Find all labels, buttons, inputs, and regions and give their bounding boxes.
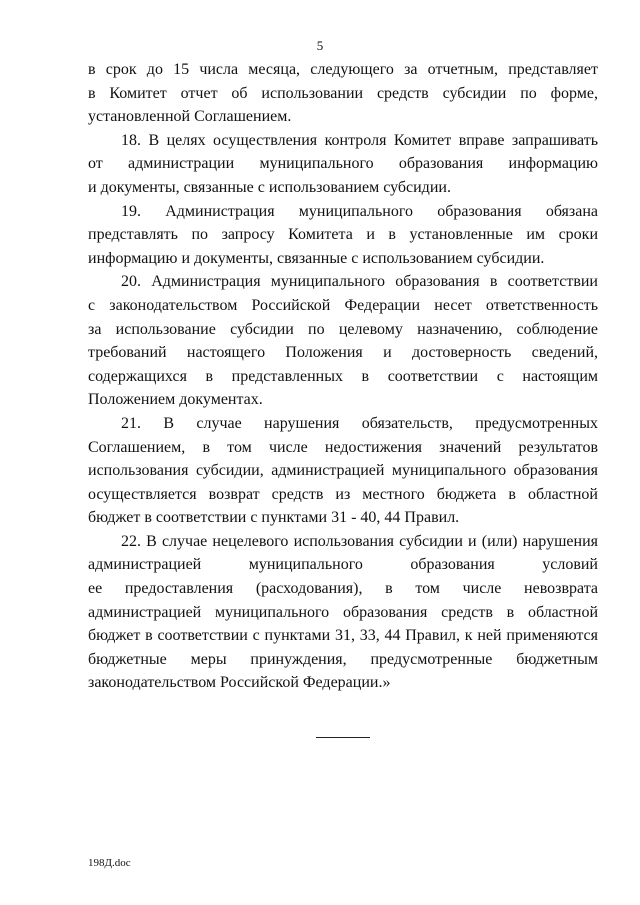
text-line: бюджетные меры принуждения, предусмотренные бюджетным bbox=[88, 650, 598, 668]
text-line: в Комитет отчет об использовании средств субсидии по форме, bbox=[88, 84, 598, 102]
text-line: законодательством Российской Федерации.» bbox=[88, 674, 391, 692]
text-line: администрацией муниципального образования условий bbox=[88, 556, 598, 574]
text-line: использования субсидии, администрацией муниципального образования bbox=[88, 462, 598, 480]
text-line: 20. Администрация муниципального образования в соответствии bbox=[121, 273, 598, 291]
text-line: 21. В случае нарушения обязательств, предусмотренных bbox=[121, 414, 598, 432]
document-body bbox=[88, 58, 598, 695]
text-line: 22. В случае нецелевого использования субсидии и (или) нарушения bbox=[121, 532, 598, 550]
text-line: от администрации муниципального образования информацию bbox=[88, 155, 598, 173]
text-line: содержащихся в представленных в соответствии с настоящим bbox=[88, 367, 598, 385]
text-line: 18. В целях осуществления контроля Комитет вправе запрашивать bbox=[121, 131, 598, 149]
text-line: администрацией муниципального образования средств в областной bbox=[88, 603, 598, 621]
text-line: с законодательством Российской Федерации несет ответственность bbox=[88, 296, 598, 314]
text-line: требований настоящего Положения и достоверность сведений, bbox=[88, 344, 598, 362]
text-line: представлять по запросу Комитета и в установленные им сроки bbox=[88, 226, 598, 244]
closing-divider bbox=[316, 737, 370, 738]
page-number: 5 bbox=[316, 38, 324, 53]
text-line: осуществляется возврат средств из местного бюджета в областной bbox=[88, 485, 598, 503]
text-line: 19. Администрация муниципального образования обязана bbox=[121, 202, 598, 220]
text-line: в срок до 15 числа месяца, следующего за отчетным, представляет bbox=[88, 61, 598, 78]
text-line: информацию и документы, связанные с использованием субсидии. bbox=[88, 249, 545, 267]
text-line: и документы, связанные с использованием субсидии. bbox=[88, 178, 451, 196]
text-line: бюджет в соответствии с пунктами 31, 33, 44 Правил, к ней применяются bbox=[88, 627, 598, 645]
text-line: Соглашением, в том числе недостижения значений результатов bbox=[88, 438, 598, 456]
text-line: бюджет в соответствии с пунктами 31 - 40, 44 Правил. bbox=[88, 509, 460, 527]
text-line: ее предоставления (расходования), в том числе невозврата bbox=[88, 580, 598, 598]
text-line: Положением документах. bbox=[88, 391, 263, 409]
text-line: за использование субсидии по целевому назначению, соблюдение bbox=[88, 320, 598, 338]
text-line: установленной Соглашением. bbox=[88, 108, 292, 126]
file-name-footer: 198Д.doc bbox=[88, 857, 131, 869]
